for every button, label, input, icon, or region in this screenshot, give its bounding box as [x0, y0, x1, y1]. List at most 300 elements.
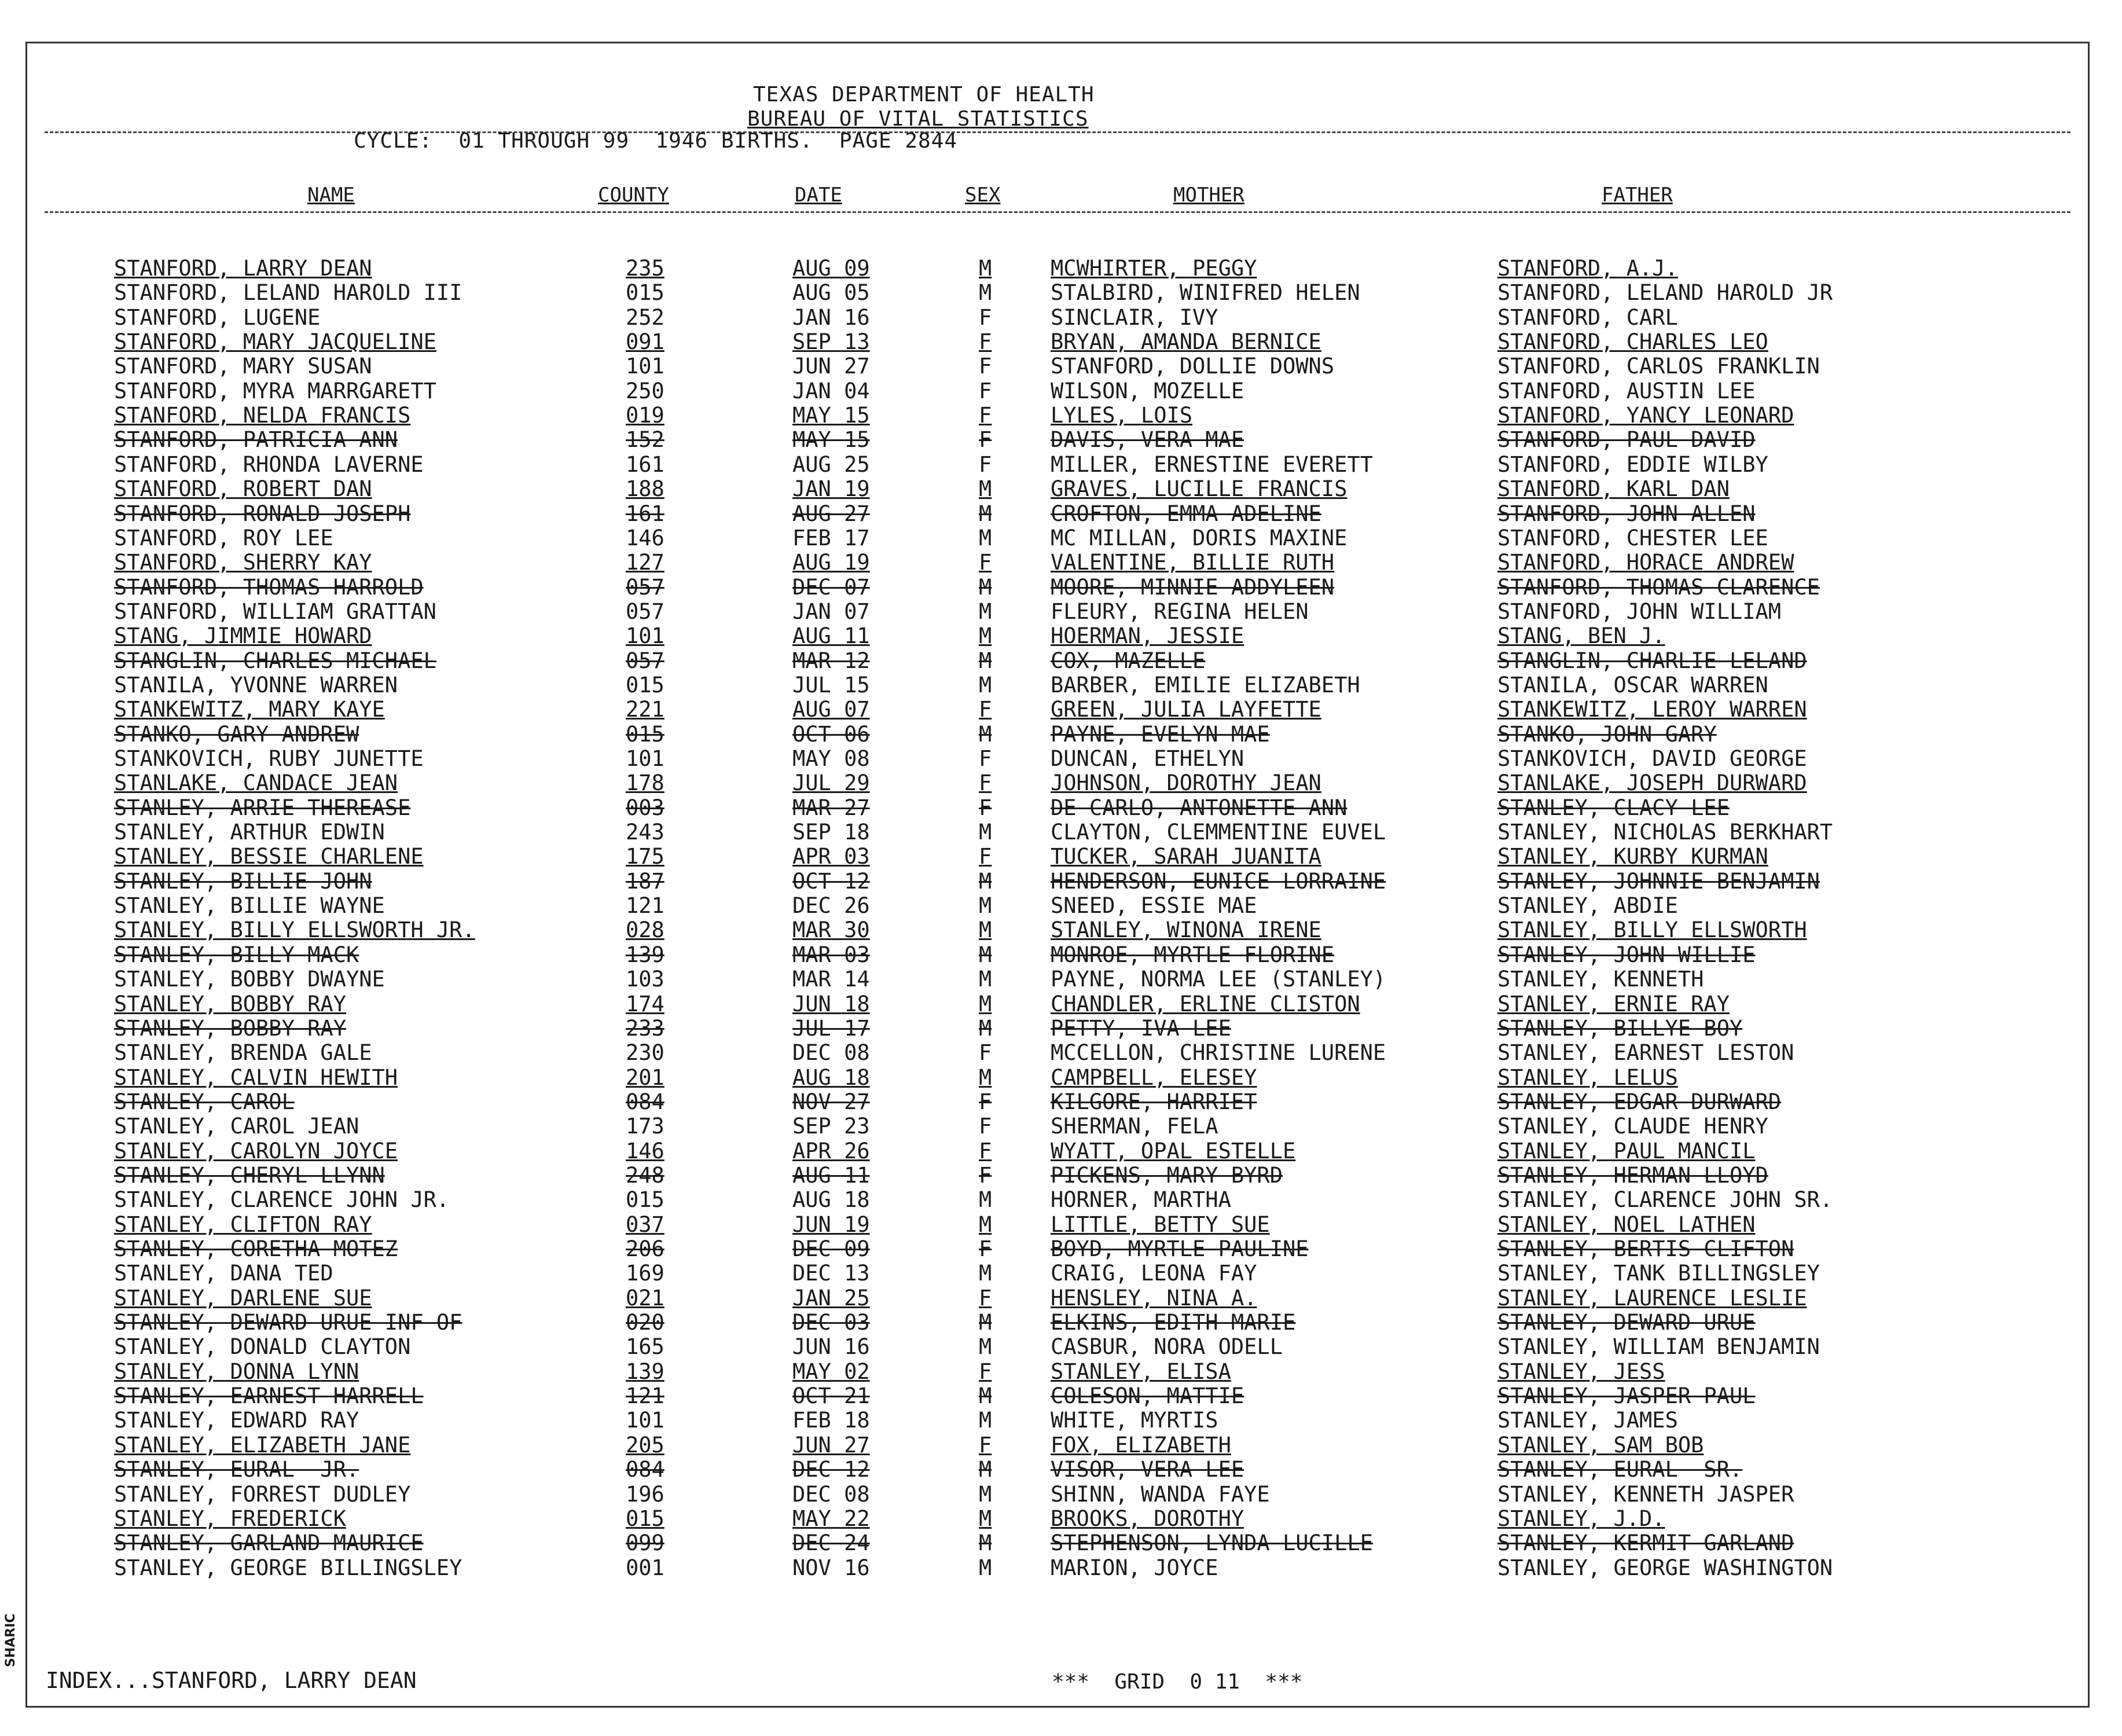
cell-name: STANFORD, LUGENE: [114, 304, 321, 330]
cell-father: STANLEY, CLACY LEE: [1497, 795, 1730, 820]
cell-father: STANKO, JOHN GARY: [1497, 721, 1717, 747]
cell-father: STANFORD, EDDIE WILBY: [1497, 452, 1768, 477]
birth-index-page: [25, 42, 2090, 1708]
cell-county: 015: [626, 721, 664, 747]
cell-sex: F: [979, 1359, 992, 1384]
table-row: [27, 1531, 2088, 1555]
cell-mother: COLESON, MATTIE: [1051, 1383, 1244, 1409]
cell-date: MAR 03: [792, 942, 870, 967]
cell-name: STANLEY, BILLIE WAYNE: [114, 893, 385, 919]
cell-name: STANILA, YVONNE WARREN: [114, 672, 398, 698]
cell-name: STANLEY, BOBBY RAY: [114, 1015, 346, 1041]
cell-county: 250: [626, 378, 664, 403]
cell-date: DEC 09: [792, 1236, 870, 1261]
table-row: [27, 526, 2088, 550]
cell-date: MAR 14: [792, 967, 870, 992]
cell-name: STANLEY, CORETHA MOTEZ: [114, 1236, 398, 1261]
cell-name: STANLEY, BRENDA GALE: [114, 1040, 372, 1066]
cell-name: STANLEY, FREDERICK: [114, 1506, 346, 1531]
cell-mother: WHITE, MYRTIS: [1051, 1408, 1218, 1433]
cell-date: DEC 08: [792, 1040, 870, 1066]
cell-father: STANLEY, KENNETH JASPER: [1497, 1481, 1794, 1507]
cell-father: STANG, BEN J.: [1497, 623, 1665, 649]
cell-mother: HORNER, MARTHA: [1051, 1187, 1231, 1213]
cell-name: STANLEY, CALVIN HEWITH: [114, 1065, 398, 1090]
cell-sex: F: [979, 378, 992, 403]
cell-date: FEB 18: [792, 1408, 870, 1433]
cell-county: 015: [626, 1187, 664, 1213]
cell-mother: BARBER, EMILIE ELIZABETH: [1051, 672, 1360, 698]
cell-father: STANLEY, JOHN WILLIE: [1497, 942, 1756, 967]
table-row: [27, 624, 2088, 648]
cell-sex: M: [979, 1383, 992, 1409]
cell-sex: M: [979, 991, 992, 1016]
cell-date: APR 26: [792, 1138, 870, 1164]
cell-father: STANLEY, J.D.: [1497, 1506, 1665, 1531]
cell-county: 178: [626, 770, 664, 796]
cell-mother: MONROE, MYRTLE FLORINE: [1051, 942, 1335, 967]
cell-county: 084: [626, 1457, 664, 1482]
cell-date: JUN 27: [792, 354, 870, 379]
cell-name: STANLEY, BILLIE JOHN: [114, 868, 372, 894]
table-row: [27, 281, 2088, 305]
table-row: [27, 1090, 2088, 1114]
table-row: [27, 722, 2088, 747]
cell-mother: BROOKS, DOROTHY: [1051, 1506, 1244, 1531]
cell-sex: M: [979, 1334, 992, 1360]
cell-mother: MCCELLON, CHRISTINE LURENE: [1051, 1040, 1386, 1066]
cell-date: JAN 04: [792, 378, 870, 403]
cell-sex: M: [979, 868, 992, 894]
cell-date: OCT 12: [792, 868, 870, 894]
cell-sex: M: [979, 1531, 992, 1556]
cell-county: 037: [626, 1212, 664, 1237]
cell-father: STANLEY, PAUL MANCIL: [1497, 1138, 1756, 1164]
cell-mother: PICKENS, MARY BYRD: [1051, 1162, 1283, 1188]
cell-mother: DE CARLO, ANTONETTE ANN: [1051, 795, 1348, 820]
cell-sex: F: [979, 452, 992, 477]
table-row: [27, 256, 2088, 281]
cell-name: STANGLIN, CHARLES MICHAEL: [114, 648, 436, 673]
cell-father: STANLEY, NICHOLAS BERKHART: [1497, 820, 1833, 845]
cell-father: STANFORD, CARLOS FRANKLIN: [1497, 354, 1820, 379]
cell-mother: WILSON, MOZELLE: [1051, 378, 1244, 403]
cell-name: STANFORD, RHONDA LAVERNE: [114, 452, 424, 477]
cell-date: JAN 16: [792, 304, 870, 330]
cell-name: STANLAKE, CANDACE JEAN: [114, 770, 398, 796]
table-row: [27, 1482, 2088, 1507]
cell-date: JUL 15: [792, 672, 870, 698]
cell-county: 188: [626, 476, 664, 502]
table-row: [27, 1237, 2088, 1261]
cell-name: STANLEY, DARLENE SUE: [114, 1285, 372, 1311]
table-row: [27, 796, 2088, 820]
cell-mother: BRYAN, AMANDA BERNICE: [1051, 329, 1321, 355]
cell-mother: COX, MAZELLE: [1051, 648, 1206, 673]
cell-name: STANLEY, GARLAND MAURICE: [114, 1531, 424, 1556]
cell-mother: STANLEY, ELISA: [1051, 1359, 1231, 1384]
cell-sex: F: [979, 1040, 992, 1066]
cell-mother: MARION, JOYCE: [1051, 1555, 1218, 1580]
cell-sex: F: [979, 697, 992, 722]
cell-sex: M: [979, 501, 992, 526]
cell-name: STANLEY, DONNA LYNN: [114, 1359, 359, 1384]
cell-date: MAY 15: [792, 427, 870, 453]
cell-county: 139: [626, 942, 664, 967]
cell-father: STANFORD, KARL DAN: [1497, 476, 1730, 502]
cell-county: 196: [626, 1481, 664, 1507]
cell-county: 001: [626, 1555, 664, 1580]
cell-county: 206: [626, 1236, 664, 1261]
table-row: [27, 845, 2088, 869]
cell-father: STANFORD, LELAND HAROLD JR: [1497, 280, 1833, 306]
cell-date: SEP 23: [792, 1114, 870, 1139]
cell-sex: M: [979, 942, 992, 967]
column-header-sex: SEX: [965, 183, 1001, 207]
cell-father: STANILA, OSCAR WARREN: [1497, 672, 1768, 698]
cell-sex: M: [979, 917, 992, 943]
cell-county: 201: [626, 1065, 664, 1090]
cell-mother: DUNCAN, ETHELYN: [1051, 746, 1244, 771]
cell-date: AUG 25: [792, 452, 870, 477]
cell-mother: KILGORE, HARRIET: [1051, 1089, 1257, 1114]
cell-date: MAR 27: [792, 795, 870, 820]
cell-name: STANLEY, GEORGE BILLINGSLEY: [114, 1555, 462, 1580]
table-row: [27, 575, 2088, 600]
cell-father: STANLEY, BILLY ELLSWORTH: [1497, 917, 1807, 943]
cell-county: 187: [626, 868, 664, 894]
cell-name: STANLEY, EARNEST HARRELL: [114, 1383, 424, 1409]
cell-mother: PETTY, IVA LEE: [1051, 1015, 1231, 1041]
table-row: [27, 1188, 2088, 1212]
cell-name: STANLEY, EURAL JR.: [114, 1457, 359, 1482]
table-row: [27, 918, 2088, 942]
cell-father: STANLEY, TANK BILLINGSLEY: [1497, 1261, 1820, 1286]
cell-sex: M: [979, 1212, 992, 1237]
cell-name: STANLEY, BILLY MACK: [114, 942, 359, 967]
cell-mother: GRAVES, LUCILLE FRANCIS: [1051, 476, 1348, 502]
table-row: [27, 403, 2088, 428]
cell-date: MAY 02: [792, 1359, 870, 1384]
cell-mother: CROFTON, EMMA ADELINE: [1051, 501, 1321, 526]
cell-sex: M: [979, 893, 992, 919]
cell-father: STANLEY, CLARENCE JOHN SR.: [1497, 1187, 1833, 1213]
cell-father: STANLEY, GEORGE WASHINGTON: [1497, 1555, 1833, 1580]
cell-father: STANLEY, HERMAN LLOYD: [1497, 1162, 1768, 1188]
cell-date: AUG 11: [792, 1162, 870, 1188]
cell-name: STANLEY, ELIZABETH JANE: [114, 1432, 411, 1458]
cell-mother: VISOR, VERA LEE: [1051, 1457, 1244, 1482]
cell-father: STANLEY, EDGAR DURWARD: [1497, 1089, 1782, 1114]
cell-county: 205: [626, 1432, 664, 1458]
cell-county: 103: [626, 967, 664, 992]
table-row: [27, 1458, 2088, 1482]
cell-date: MAY 15: [792, 403, 870, 428]
cell-father: STANLEY, JOHNNIE BENJAMIN: [1497, 868, 1820, 894]
column-header-father: FATHER: [1602, 183, 1673, 207]
cell-sex: F: [979, 403, 992, 428]
side-stamp: SHARIC: [3, 1613, 18, 1667]
cell-father: STANFORD, JOHN ALLEN: [1497, 501, 1756, 526]
table-row: [27, 649, 2088, 673]
cell-mother: ELKINS, EDITH MARIE: [1051, 1310, 1296, 1335]
cell-sex: F: [979, 844, 992, 869]
cell-mother: STALBIRD, WINIFRED HELEN: [1051, 280, 1360, 306]
cell-sex: M: [979, 1457, 992, 1482]
column-header-mother: MOTHER: [1173, 183, 1244, 207]
cell-father: STANLEY, CLAUDE HENRY: [1497, 1114, 1768, 1139]
cell-name: STANFORD, ROBERT DAN: [114, 476, 372, 502]
table-row: [27, 1507, 2088, 1531]
cell-father: STANLEY, BERTIS CLIFTON: [1497, 1236, 1794, 1261]
index-footer: INDEX...STANFORD, LARRY DEAN: [46, 1668, 417, 1693]
cell-name: STANLEY, BILLY ELLSWORTH JR.: [114, 917, 475, 943]
cell-county: 101: [626, 1408, 664, 1433]
cell-county: 019: [626, 403, 664, 428]
cell-mother: MILLER, ERNESTINE EVERETT: [1051, 452, 1373, 477]
cell-sex: M: [979, 525, 992, 550]
cell-sex: F: [979, 354, 992, 379]
table-row: [27, 869, 2088, 894]
cell-father: STANLEY, NOEL LATHEN: [1497, 1212, 1756, 1237]
cell-county: 165: [626, 1334, 664, 1360]
cell-sex: M: [979, 1555, 992, 1580]
cell-county: 057: [626, 648, 664, 673]
cell-father: STANLEY, DEWARD URUE: [1497, 1310, 1756, 1335]
cell-sex: M: [979, 280, 992, 306]
cell-county: 121: [626, 1383, 664, 1409]
cell-father: STANFORD, HORACE ANDREW: [1497, 550, 1794, 575]
table-row: [27, 1286, 2088, 1311]
cell-mother: LITTLE, BETTY SUE: [1051, 1212, 1270, 1237]
cell-name: STANFORD, MARY JACQUELINE: [114, 329, 436, 355]
cell-sex: F: [979, 1114, 992, 1139]
cell-name: STANFORD, MYRA MARRGARETT: [114, 378, 436, 403]
cell-date: AUG 19: [792, 550, 870, 575]
cell-father: STANGLIN, CHARLIE LELAND: [1497, 648, 1807, 673]
cell-father: STANFORD, AUSTIN LEE: [1497, 378, 1756, 403]
cell-county: 020: [626, 1310, 664, 1335]
cell-county: 235: [626, 256, 664, 281]
cell-father: STANFORD, CARL: [1497, 304, 1678, 330]
cell-date: SEP 18: [792, 820, 870, 845]
cell-date: DEC 03: [792, 1310, 870, 1335]
cell-name: STANKO, GARY ANDREW: [114, 721, 359, 747]
cell-date: AUG 05: [792, 280, 870, 306]
cell-mother: HENDERSON, EUNICE LORRAINE: [1051, 868, 1386, 894]
department-title: TEXAS DEPARTMENT OF HEALTH: [753, 83, 1095, 107]
cell-name: STANFORD, LARRY DEAN: [114, 256, 372, 281]
cell-name: STANLEY, CAROL JEAN: [114, 1114, 359, 1139]
cell-sex: F: [979, 329, 992, 355]
table-row: [27, 502, 2088, 526]
cell-father: STANFORD, JOHN WILLIAM: [1497, 599, 1782, 624]
cell-mother: JOHNSON, DOROTHY JEAN: [1051, 770, 1321, 796]
cell-date: JUN 18: [792, 991, 870, 1016]
cell-father: STANLEY, ERNIE RAY: [1497, 991, 1730, 1016]
cell-county: 057: [626, 574, 664, 600]
cell-father: STANFORD, PAUL DAVID: [1497, 427, 1756, 453]
cell-name: STANLEY, ARRIE THEREASE: [114, 795, 411, 820]
cell-date: OCT 21: [792, 1383, 870, 1409]
table-row: [27, 1311, 2088, 1335]
cell-father: STANLEY, EARNEST LESTON: [1497, 1040, 1794, 1066]
cell-mother: CAMPBELL, ELESEY: [1051, 1065, 1257, 1090]
table-row: [27, 1114, 2088, 1139]
cell-sex: F: [979, 427, 992, 453]
cell-mother: STANLEY, WINONA IRENE: [1051, 917, 1321, 943]
table-row: [27, 747, 2088, 771]
cell-sex: F: [979, 550, 992, 575]
cell-father: STANFORD, THOMAS CLARENCE: [1497, 574, 1820, 600]
cell-mother: MC MILLAN, DORIS MAXINE: [1051, 525, 1348, 550]
cell-date: DEC 07: [792, 574, 870, 600]
cell-sex: M: [979, 574, 992, 600]
cell-mother: WYATT, OPAL ESTELLE: [1051, 1138, 1296, 1164]
cell-sex: F: [979, 1162, 992, 1188]
cell-county: 139: [626, 1359, 664, 1384]
table-row: [27, 1556, 2088, 1580]
cell-county: 101: [626, 354, 664, 379]
column-header-date: DATE: [795, 183, 842, 207]
cell-mother: FLEURY, REGINA HELEN: [1051, 599, 1309, 624]
cell-sex: F: [979, 304, 992, 330]
column-header-county: COUNTY: [598, 183, 669, 207]
table-row: [27, 698, 2088, 722]
cell-name: STANFORD, RONALD JOSEPH: [114, 501, 411, 526]
cell-county: 101: [626, 746, 664, 771]
cell-father: STANKEWITZ, LEROY WARREN: [1497, 697, 1807, 722]
cell-mother: VALENTINE, BILLIE RUTH: [1051, 550, 1335, 575]
table-row: [27, 306, 2088, 330]
cell-name: STANLEY, DANA TED: [114, 1261, 333, 1286]
cycle-line: CYCLE: 01 THROUGH 99 1946 BIRTHS. PAGE 2844: [354, 129, 957, 153]
cell-name: STANLEY, BOBBY RAY: [114, 991, 346, 1016]
cell-father: STANLEY, WILLIAM BENJAMIN: [1497, 1334, 1820, 1360]
cell-sex: M: [979, 623, 992, 649]
cell-date: JAN 25: [792, 1285, 870, 1311]
grid-footer: *** GRID 0 11 ***: [1052, 1670, 1303, 1694]
table-row: [27, 379, 2088, 403]
table-row: [27, 1360, 2088, 1384]
table-row: [27, 428, 2088, 452]
cell-mother: GREEN, JULIA LAYFETTE: [1051, 697, 1321, 722]
cell-name: STANFORD, SHERRY KAY: [114, 550, 372, 575]
cell-date: OCT 06: [792, 721, 870, 747]
cell-sex: F: [979, 1432, 992, 1458]
cell-date: MAR 12: [792, 648, 870, 673]
cell-sex: F: [979, 1089, 992, 1114]
cell-name: STANLEY, BOBBY DWAYNE: [114, 967, 385, 992]
column-header-name: NAME: [307, 183, 355, 207]
cell-county: 243: [626, 820, 664, 845]
cell-mother: FOX, ELIZABETH: [1051, 1432, 1231, 1458]
cell-sex: M: [979, 1310, 992, 1335]
cell-sex: M: [979, 1481, 992, 1507]
cell-mother: HOERMAN, JESSIE: [1051, 623, 1244, 649]
cell-name: STANLEY, CLIFTON RAY: [114, 1212, 372, 1237]
cell-mother: CRAIG, LEONA FAY: [1051, 1261, 1257, 1286]
cell-name: STANLEY, ARTHUR EDWIN: [114, 820, 385, 845]
cell-mother: BOYD, MYRTLE PAULINE: [1051, 1236, 1309, 1261]
cell-date: AUG 27: [792, 501, 870, 526]
cell-sex: M: [979, 1015, 992, 1041]
cell-name: STANFORD, LELAND HAROLD III: [114, 280, 462, 306]
cell-date: DEC 26: [792, 893, 870, 919]
cell-father: STANKOVICH, DAVID GEORGE: [1497, 746, 1807, 771]
cell-sex: M: [979, 721, 992, 747]
cell-date: DEC 08: [792, 1481, 870, 1507]
cell-mother: SHINN, WANDA FAYE: [1051, 1481, 1270, 1507]
cell-date: SEP 13: [792, 329, 870, 355]
cell-mother: HENSLEY, NINA A.: [1051, 1285, 1257, 1311]
cell-county: 146: [626, 1138, 664, 1164]
cell-county: 121: [626, 893, 664, 919]
cell-mother: CASBUR, NORA ODELL: [1051, 1334, 1283, 1360]
cell-mother: PAYNE, NORMA LEE (STANLEY): [1051, 967, 1386, 992]
cell-county: 252: [626, 304, 664, 330]
cell-mother: MOORE, MINNIE ADDYLEEN: [1051, 574, 1335, 600]
cell-county: 127: [626, 550, 664, 575]
cell-father: STANLAKE, JOSEPH DURWARD: [1497, 770, 1807, 796]
cell-mother: CLAYTON, CLEMMENTINE EUVEL: [1051, 820, 1386, 845]
cell-date: NOV 16: [792, 1555, 870, 1580]
cell-name: STANFORD, ROY LEE: [114, 525, 333, 550]
cell-father: STANLEY, JAMES: [1497, 1408, 1678, 1433]
cell-county: 101: [626, 623, 664, 649]
cell-county: 099: [626, 1531, 664, 1556]
cell-date: FEB 17: [792, 525, 870, 550]
cell-date: AUG 07: [792, 697, 870, 722]
cell-county: 230: [626, 1040, 664, 1066]
cell-date: JUL 17: [792, 1015, 870, 1041]
table-row: [27, 600, 2088, 624]
table-row: [27, 1016, 2088, 1041]
cell-name: STANFORD, PATRICIA ANN: [114, 427, 398, 453]
cell-mother: DAVIS, VERA MAE: [1051, 427, 1244, 453]
cell-name: STANG, JIMMIE HOWARD: [114, 623, 372, 649]
cell-sex: M: [979, 1261, 992, 1286]
cell-sex: F: [979, 1236, 992, 1261]
table-row: [27, 330, 2088, 354]
table-row: [27, 1213, 2088, 1237]
cell-county: 175: [626, 844, 664, 869]
cell-father: STANFORD, CHARLES LEO: [1497, 329, 1768, 355]
cell-name: STANLEY, CLARENCE JOHN JR.: [114, 1187, 450, 1213]
cell-county: 015: [626, 672, 664, 698]
header-rule: [45, 131, 2070, 133]
cell-county: 173: [626, 1114, 664, 1139]
cell-county: 091: [626, 329, 664, 355]
table-row: [27, 1164, 2088, 1188]
cell-date: JUL 29: [792, 770, 870, 796]
cell-mother: STEPHENSON, LYNDA LUCILLE: [1051, 1531, 1373, 1556]
cell-name: STANFORD, THOMAS HARROLD: [114, 574, 424, 600]
table-row: [27, 967, 2088, 992]
cell-name: STANLEY, CAROLYN JOYCE: [114, 1138, 398, 1164]
table-row: [27, 943, 2088, 967]
cell-sex: M: [979, 1187, 992, 1213]
cell-father: STANLEY, JASPER PAUL: [1497, 1383, 1756, 1409]
table-row: [27, 354, 2088, 379]
bureau-title: BUREAU OF VITAL STATISTICS: [747, 107, 1089, 131]
cell-sex: M: [979, 1506, 992, 1531]
cell-date: JAN 19: [792, 476, 870, 502]
cell-father: STANFORD, CHESTER LEE: [1497, 525, 1768, 550]
cell-county: 015: [626, 280, 664, 306]
cell-date: MAY 08: [792, 746, 870, 771]
cell-sex: M: [979, 1408, 992, 1433]
